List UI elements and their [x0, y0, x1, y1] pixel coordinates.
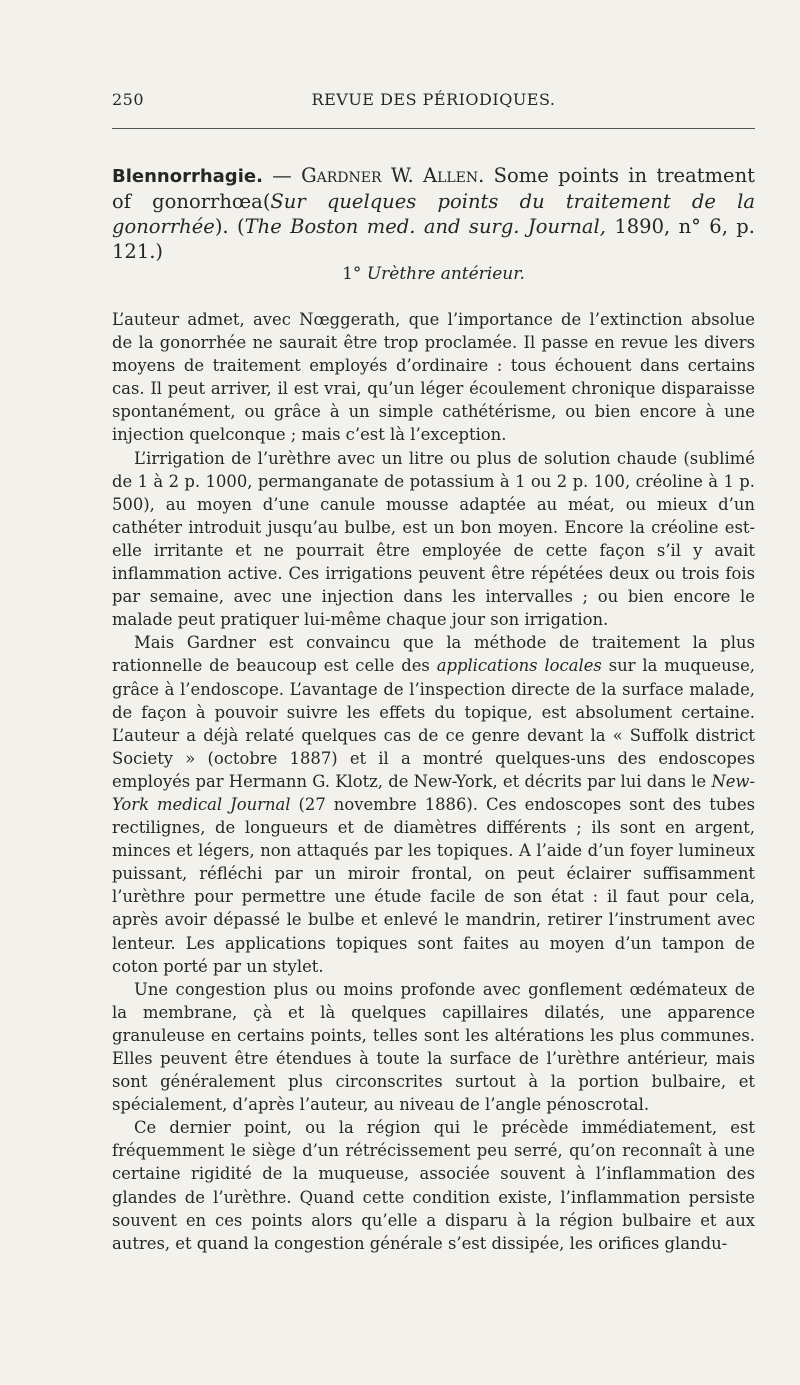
text-run: (27 novembre 1886). Ces endoscopes sont des tubes rectilignes, de longueurs et de diamètres différents ; ils sont en argent, minces et légers, non attaqués par les topiques. A l’aide d’un foyer lumineux puissant, réfléchi par un miroir frontal, on peut éclairer suffisamment l’urèthre pour permettre une étude facile de son état : il faut pour cela, après avoir dépassé le bulbe et enlevé le mandrin, retirer l’instrument avec lenteur. Les applications topiques sont faites au moyen d’un tampon de coton porté par un stylet.	[112, 794, 755, 976]
emphasis-applications: applications locales	[436, 656, 602, 676]
paragraph: Ce dernier point, ou la région qui le précède immédiatement, est fréquemment le siège d’un rétrécissement peu serré, qu’on reconnaît à une certaine rigidité de la muqueuse, associée souvent à l’inflammation des glandes de l’urèthre. Quand cette condition existe, l’inflammation persiste souvent en ces points alors qu’elle a disparu à la région bulbaire et aux autres, et quand la congestion générale s’est dissipée, les orifices glandu-	[112, 1118, 755, 1253]
page-number: 250	[112, 90, 145, 109]
paragraph: L’auteur admet, avec Nœggerath, que l’importance de l’extinction absolue de la gonorrhée ne saurait être trop proclamée. Il passe en revue les divers moyens de traitement employés d’ordinaire : tous échouent dans certains cas. Il peut arriver, il est vrai, qu’un léger écoulement chronique disparaisse spontanément, ou grâce à un simple cathétérisme, ou bien encore à une injection quelconque ; mais c’est là l’exception.	[112, 310, 755, 445]
citation-dash: —	[262, 164, 302, 187]
author: Gardner W. Allen.	[301, 164, 485, 187]
title-french: Sur quelques points du traitement de la gonorrhée	[112, 190, 755, 238]
article-citation	[112, 163, 755, 264]
section-heading	[112, 264, 755, 284]
title-english: Some points in treatment of gonorrhœa	[112, 164, 755, 213]
source-journal: The Boston med. and surg. Journal,	[244, 215, 606, 238]
title-fr-close: ).	[214, 215, 229, 238]
header-rule	[112, 128, 755, 129]
section-title: Urèthre antérieur.	[366, 264, 525, 284]
paragraph: Une congestion plus ou moins profonde avec gonflement œdémateux de la membrane, çà et là quelques capillaires dilatés, une apparence granuleuse en certains points, telles sont les altérations les plus communes. Elles peuvent être étendues à toute la surface de l’urèthre antérieur, mais sont généralement plus circonscrites surtout à la portion bulbaire, et spécialement, d’après l’auteur, au niveau de l’angle pénoscrotal.	[112, 979, 755, 1115]
emphasis-journal: New-York medical Journal	[112, 771, 755, 814]
paragraph: L’irrigation de l’urèthre avec un litre ou plus de solution chaude (sublimé de 1 à 2 p. 1000, permanganate de potassium à 1 ou 2 p. 100, créoline à 1 p. 500), au moyen d’une canule mousse adaptée au méat, ou mieux d’un cathéter introduit jusqu’au bulbe, est un bon moyen. Encore la créoline est-elle irritante et ne pourrait être employée de cette façon s’il y avait inflammation active. Ces irrigations peuvent être répétées deux ou trois fois par semaine, avec une injection dans les intervalles ; ou bien encore le malade peut pratiquer lui-même chaque jour son irrigation.	[112, 448, 755, 630]
running-head: REVUE DES PÉRIODIQUES.	[311, 90, 556, 109]
text-run: Mais Gardner est convaincu que la méthode de traitement la plus rationnelle de beaucoup est celle des	[112, 633, 755, 676]
section-number: 1°	[342, 264, 362, 284]
title-fr-open: (	[262, 190, 271, 213]
page-header	[112, 90, 755, 114]
body-text	[112, 308, 755, 1255]
source-details: 1890, n° 6, p. 121.)	[112, 215, 755, 263]
text-run: sur la muqueuse, grâce à l’endoscope. L’avantage de l’inspection directe de la surface malade, de façon à pouvoir suivre les effets du topique, est absolument certaine. L’auteur a déjà relaté quelques cas de ce genre devant la « Suffolk district Society » (octobre 1887) et il a montré quelques-uns des endoscopes employés par Hermann G. Klotz, de New-York, et décrits par lui dans le	[112, 656, 755, 791]
rubric: Blennorrhagie.	[112, 166, 263, 187]
paragraph	[112, 631, 755, 977]
source-open: (	[228, 215, 245, 238]
